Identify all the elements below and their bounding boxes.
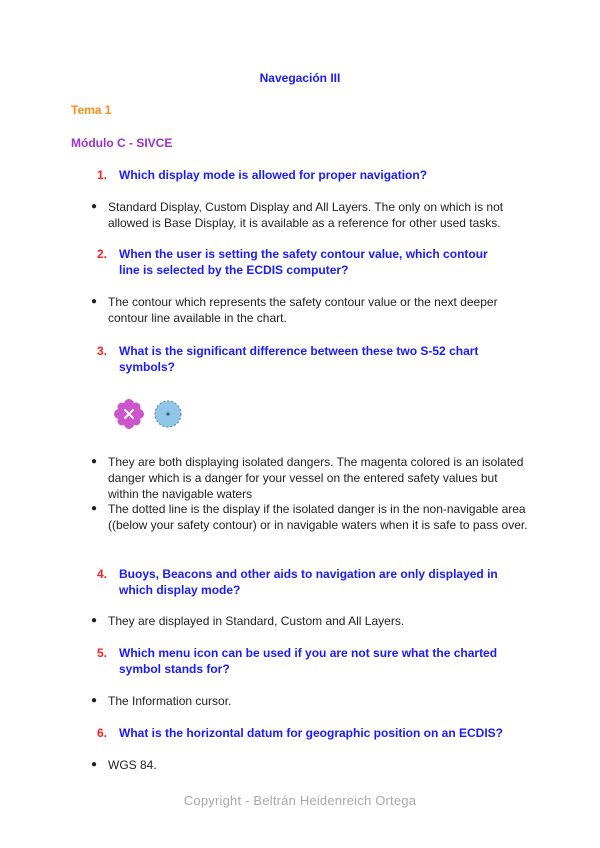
answer-5 (91, 693, 528, 709)
question-text: When the user is setting the safety contour value, which contour line is selected by the ECDIS computer? (119, 247, 488, 277)
question-number: 5. (97, 646, 108, 660)
answer-3b (91, 501, 528, 533)
answer-text: The dotted line is the display if the isolated danger is in the non-navigable area ((below your safety contour) or in navigable waters when it is safe to pass over. (108, 502, 528, 532)
isolated-danger-magenta-icon (114, 399, 144, 429)
answer-2 (91, 294, 528, 326)
bullet-icon: ● (91, 615, 98, 626)
question-2 (97, 246, 509, 278)
answer-6 (91, 757, 528, 773)
question-text: Which display mode is allowed for proper navigation? (119, 168, 428, 182)
page-title: Navegación III (259, 71, 341, 85)
bullet-icon: ● (91, 759, 98, 770)
answer-text: The contour which represents the safety contour value or the next deeper contour line available in the chart. (108, 295, 498, 325)
answer-text: The Information cursor. (108, 694, 232, 708)
question-text: What is the horizontal datum for geographic position on an ECDIS? (119, 726, 503, 740)
answer-3a (91, 454, 528, 502)
question-text: Which menu icon can be used if you are not sure what the charted symbol stands for? (119, 646, 498, 676)
question-3 (97, 343, 509, 375)
bullet-icon: ● (91, 201, 98, 212)
copyright-footer: Copyright - Beltrán Heidenreich Ortega (183, 793, 417, 808)
question-number: 2. (97, 247, 108, 261)
question-4 (97, 566, 509, 598)
modulo-heading: Módulo C - SIVCE (71, 136, 173, 150)
question-number: 1. (97, 168, 108, 182)
answer-text: They are both displaying isolated dangers. The magenta colored is an isolated danger which is a danger for your vessel on the entered safety values but within the navigable waters (108, 455, 524, 501)
question-5 (97, 645, 509, 677)
bullet-icon: ● (91, 296, 98, 307)
bullet-icon: ● (91, 456, 98, 467)
answer-text: Standard Display, Custom Display and All Layers. The only on which is not allowed is Base Display, it is available as a reference for other used tasks. (108, 200, 504, 230)
answer-text: They are displayed in Standard, Custom and All Layers. (108, 614, 405, 628)
question-number: 6. (97, 726, 108, 740)
question-text: What is the significant difference between these two S-52 chart symbols? (119, 344, 479, 374)
tema-heading: Tema 1 (71, 103, 112, 117)
isolated-danger-dotted-icon (153, 399, 183, 429)
question-6 (97, 725, 539, 741)
bullet-icon: ● (91, 503, 98, 514)
bullet-icon: ● (91, 695, 98, 706)
question-number: 4. (97, 567, 108, 581)
answer-4 (91, 613, 528, 629)
question-text: Buoys, Beacons and other aids to navigation are only displayed in which display mode? (119, 567, 498, 597)
question-number: 3. (97, 344, 108, 358)
question-1 (97, 167, 509, 183)
answer-text: WGS 84. (108, 758, 157, 772)
answer-1 (91, 199, 528, 231)
